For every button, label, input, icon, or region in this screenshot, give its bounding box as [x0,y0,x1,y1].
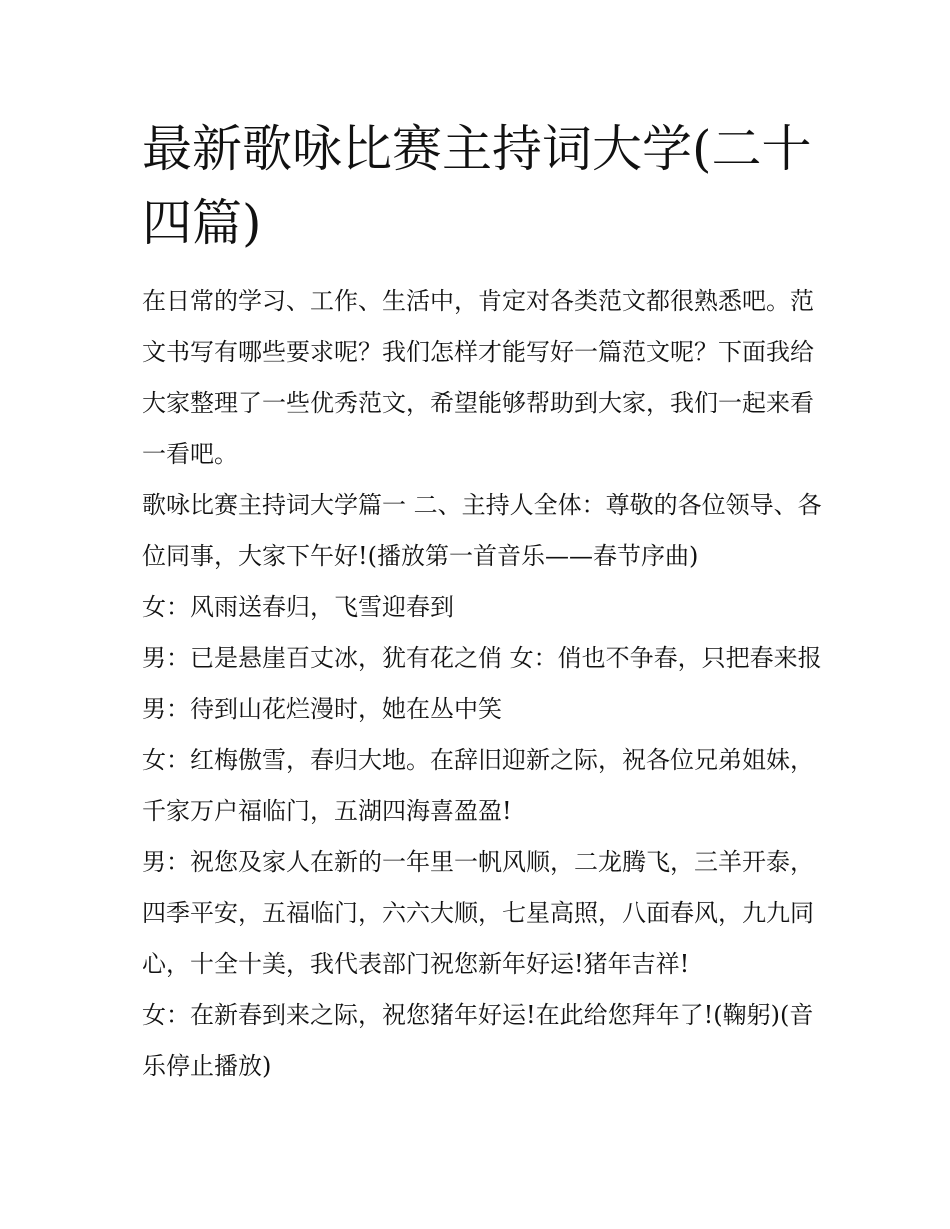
document-title: 最新歌咏比赛主持词大学(二十四篇) [142,120,812,252]
dialogue-line: 女：红梅傲雪，春归大地。在辞旧迎新之际，祝各位兄弟姐妹，千家万户福临门，五湖四海喜盈盈! [142,746,814,825]
document-page [142,112,822,1092]
dialogue-line: 女：风雨送春归，飞雪迎春到 [142,593,454,621]
opening-paragraph: 歌咏比赛主持词大学篇一 二、主持人全体：尊敬的各位领导、各位同事，大家下午好!(播放第一首音乐——春节序曲) [142,491,822,570]
dialogue-line: 男：已是悬崖百丈冰，犹有花之俏 女：俏也不争春，只把春来报 男：待到山花烂漫时，她在丛中笑 [142,644,822,723]
dialogue-line: 女：在新春到来之际，祝您猪年好运!在此给您拜年了!(鞠躬)(音乐停止播放) [142,1001,814,1080]
intro-paragraph: 在日常的学习、工作、生活中，肯定对各类范文都很熟悉吧。范文书写有哪些要求呢？我们怎样才能写好一篇范文呢？下面我给大家整理了一些优秀范文，希望能够帮助到大家，我们一起来看一看吧。 [142,287,814,468]
dialogue-line: 男：祝您及家人在新的一年里一帆风顺，二龙腾飞，三羊开泰，四季平安，五福临门，六六大顺，七星高照，八面春风，九九同心，十全十美，我代表部门祝您新年好运!猪年吉祥! [142,848,814,978]
